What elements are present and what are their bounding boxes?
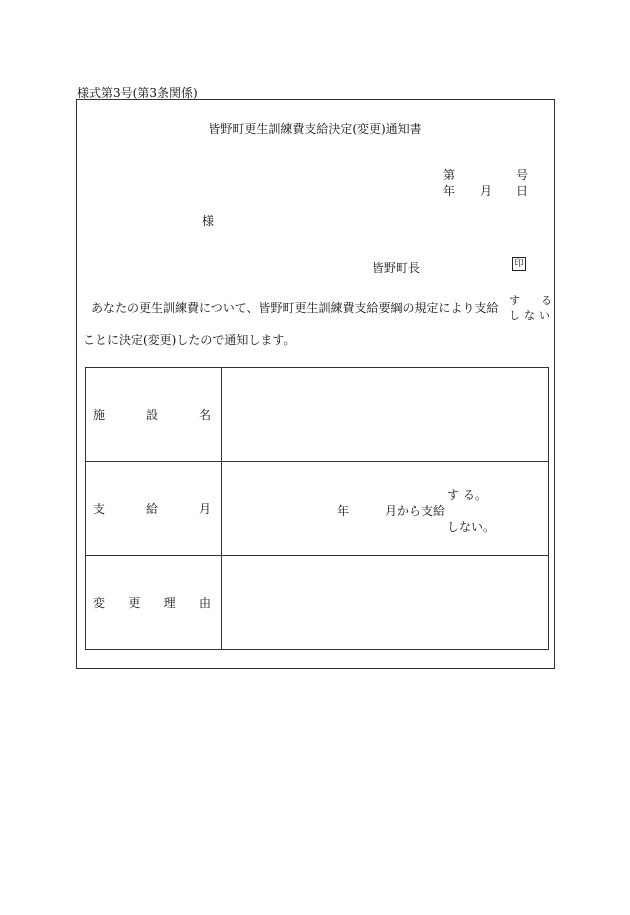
form-number: 様式第3号(第3条関係) — [77, 86, 198, 100]
change-reason-field[interactable] — [222, 556, 549, 650]
date-day: 日 — [515, 184, 528, 198]
payment-choice-shinai: しない。 — [447, 520, 496, 534]
label-char: 理 — [163, 596, 176, 610]
info-table — [85, 367, 549, 650]
label-char: 給 — [145, 502, 158, 516]
payment-year-unit: 年 — [337, 504, 350, 518]
table-row — [86, 368, 549, 462]
payment-month-label — [86, 462, 222, 556]
label-char: 月 — [198, 502, 211, 516]
document-title: 皆野町更生訓練費支給決定(変更)通知書 — [208, 122, 422, 136]
addressee-honorific: 様 — [202, 214, 215, 228]
label-char: 設 — [145, 408, 158, 422]
choice-suru-char2: る — [541, 294, 552, 307]
table-row — [86, 462, 549, 556]
payment-month-field[interactable] — [222, 462, 549, 556]
label-char: 由 — [198, 596, 211, 610]
date-year: 年 — [443, 184, 456, 198]
change-reason-label — [86, 556, 222, 650]
facility-name-label — [86, 368, 222, 462]
seal-mark: 印 — [512, 257, 526, 271]
label-char: 更 — [128, 596, 141, 610]
number-prefix: 第 — [443, 168, 456, 182]
date-month: 月 — [480, 184, 493, 198]
payment-choice-suru: す る。 — [447, 488, 487, 502]
body-text-line1: あなたの更生訓練費について、皆野町更生訓練費支給要綱の規定により支給 — [91, 301, 499, 315]
label-char: 変 — [93, 596, 106, 610]
table-row — [86, 556, 549, 650]
body-text-line2: ことに決定(変更)したので通知します。 — [83, 333, 296, 347]
issuer-name: 皆野町長 — [372, 261, 421, 275]
number-suffix: 号 — [515, 168, 528, 182]
choice-shinai: しない — [509, 309, 554, 322]
facility-name-field[interactable] — [222, 368, 549, 462]
label-char: 施 — [93, 408, 106, 422]
choice-suru-char1: す — [509, 294, 520, 307]
label-char: 支 — [93, 502, 106, 516]
label-char: 名 — [198, 408, 211, 422]
payment-month-from: 月から支給 — [385, 504, 446, 518]
